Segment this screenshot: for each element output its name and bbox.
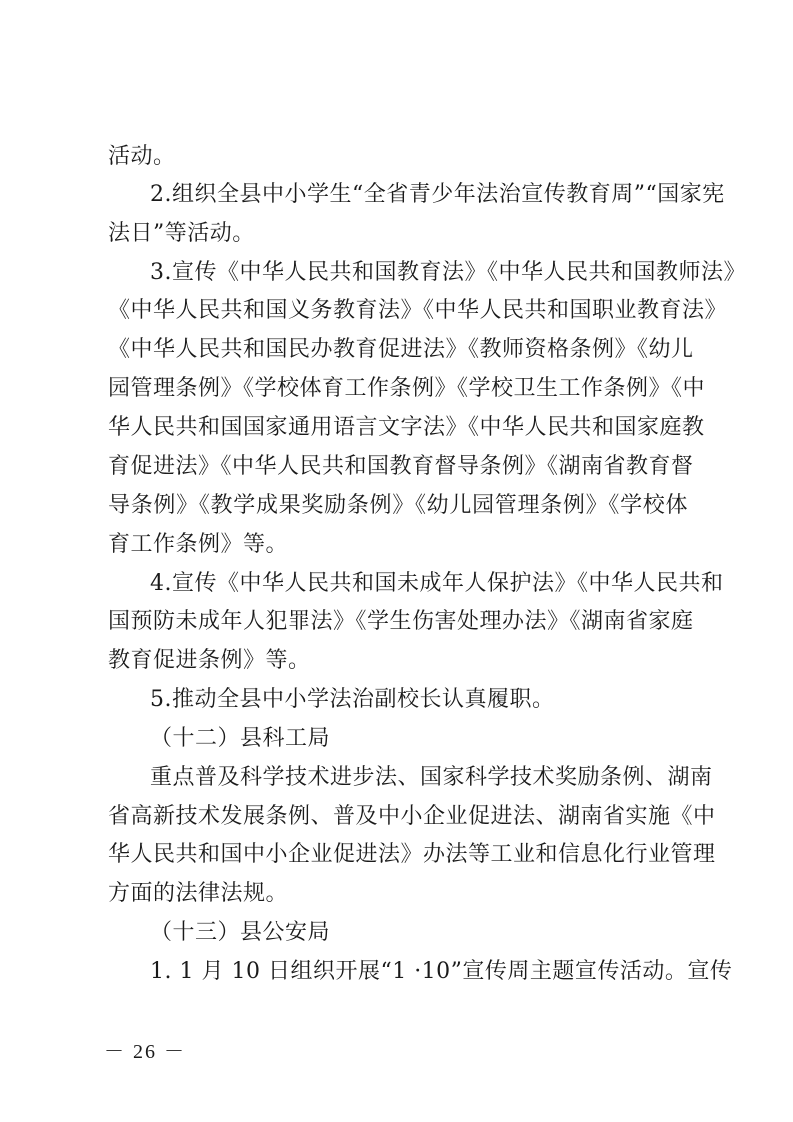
text-line: 《中华人民共和国民办教育促进法》《教师资格条例》《幼儿 [108,337,694,362]
page-number: － 26 － [104,1041,186,1063]
text-line: 4.宣传《中华人民共和国未成年人保护法》《中华人民共和 [150,571,724,596]
text-line: 活动。 [108,144,176,169]
text-line: 1. 1 月 10 日组织开展“1 ·10”宣传周主题宣传活动。宣传 [150,959,733,984]
text-line: 重点普及科学技术进步法、国家科学技术奖励条例、湖南 [150,765,713,790]
section-heading: （十三）县公安局 [150,920,331,945]
section-heading: （十二）县科工局 [150,726,331,751]
text-line: 2.组织全县中小学生“全省青少年法治宣传教育周”“国家宪 [150,182,725,207]
text-line: 园管理条例》《学校体育工作条例》《学校卫生工作条例》《中 [108,376,706,401]
text-line: 华人民共和国国家通用语言文字法》《中华人民共和国家庭教 [108,415,705,440]
text-line: 法日”等活动。 [108,221,255,246]
text-line: 教育促进条例》等。 [108,648,311,673]
text-line: 导条例》《教学成果奖励条例》《幼儿园管理条例》《学校体 [108,493,688,518]
text-line: 《中华人民共和国义务教育法》《中华人民共和国职业教育法》 [108,298,728,323]
text-line: 育促进法》《中华人民共和国教育督导条例》《湖南省教育督 [108,454,694,479]
text-line: 育工作条例》等。 [108,532,289,557]
text-line: 华人民共和国中小企业促进法》办法等工业和信息化行业管理 [108,842,716,867]
text-line: 3.宣传《中华人民共和国教育法》《中华人民共和国教师法》 [150,260,746,285]
text-line: 方面的法律法规。 [108,881,289,906]
text-line: 省高新技术发展条例、普及中小企业促进法、湖南省实施《中 [108,804,716,829]
text-line: 5.推动全县中小学法治副校长认真履职。 [150,687,555,712]
text-line: 国预防未成年人犯罪法》《学生伤害处理办法》《湖南省家庭 [108,609,694,634]
